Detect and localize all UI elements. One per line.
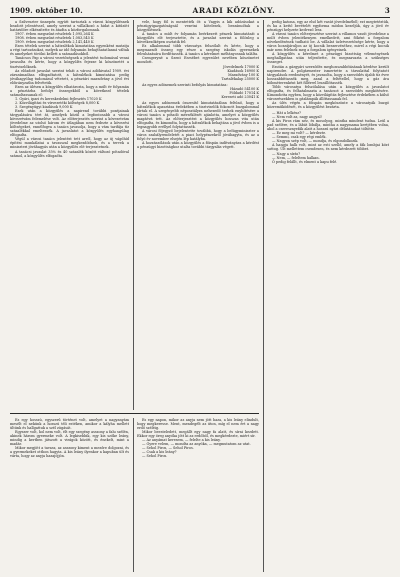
paragraph: Több városatya felszólalása után a közgyűlés a javaslatot elfogadta, és felhatalmazta a tanácsot a szerződés megkötésére. Kimondotta egyben, hogy a közvilágítás fejlesztése érdekében a külső városrészekben is gázlámpák állíttassanak fel. bbox=[267, 84, 389, 101]
section-rule bbox=[10, 413, 259, 414]
paragraph: A közgyűlés a kérelmet a pénzügyi bizottság véleményének meghallgatása után teljesítette, és megszavazta a szükséges összeget. bbox=[267, 52, 389, 65]
paragraph: A városi főjegyző bejelentette továbbá, hogy a belügyminiszter a város szabályrendeletét a piaci helypénzekről jóváhagyta, és az a folyó év november elsején lép hatályba. bbox=[137, 129, 259, 142]
dialogue-line: — Nagyon szép volt, — mondja, és elgondolkozik. bbox=[272, 139, 359, 144]
table-row: 1908. évben megszűnt részletek 1,083,545 K bbox=[15, 36, 94, 41]
paragraph: Csengeryné a Szent Erzsébet egyesület nevében köszönetet mondott. bbox=[137, 56, 259, 65]
table-row: Jövedelmek 17000 K bbox=[223, 64, 259, 69]
paragraph: És egy napon, mikor az anyja nem jött haza, a kis leány elindult, hogy megkeresse. Ment, mendegélt az úton, míg el nem ért a nagy erdő széléig. bbox=[137, 418, 259, 431]
paragraph: Egyszer volt, hol nem volt, élt egy szegény asszony a falu szélén, akinek három gyermeke volt. A legkisebbik, egy kis szőke leány, mindig a kertben játszott a virágok között, és énekelt, mint a madár. bbox=[10, 430, 129, 447]
table-row: Kiadások 16900 K bbox=[227, 68, 259, 73]
paragraph: Ezek után a közgyűlés a napirend további pontjainak tárgyalására tért át, amelyek közül a legfontosabb a városi kövezetvám felemelése volt. Az előterjesztés szerint a kövezetvám jövedelme az utolsó három év átlagában nem fedezte a kövezési költségeket, ennélfogva a tanács javasolja, hogy a vám tarifája tíz százalékkal emeltessék. A javaslatot a közgyűlés egyhangúlag elfogadta. bbox=[10, 109, 129, 138]
paragraph: Ez egy hosszú, egyszerű történet volt, amelyet a nagyanyám mesélt el nekünk a hosszú téli estéken, amikor a kályha mellett ültünk és hallgattuk a szél zúgását. bbox=[10, 418, 129, 431]
article-column-3 bbox=[267, 20, 389, 572]
paragraph: Ezen az ülésen a közgyűlés elhatározta, hogy a múlt év folyamán a pénztárba befolyt összegekből a következő tételek számoltassanak el: bbox=[10, 84, 129, 97]
list-item: 1. Gyári, ipari és kereskedelmi fejlesztés 17020 K bbox=[15, 96, 102, 101]
dialogue-line: — Sehol Piros, — Sehol Piros. bbox=[142, 446, 194, 451]
dialogue-line: — Nem, — feleltem halkan. bbox=[272, 155, 320, 160]
dialogue-line: — Gyere velem, — mondta az anyóka, — megmutatom az utat. bbox=[142, 442, 251, 447]
paragraph: Tanácsos Pap a városi vezetőségnek a jelentést tudomásul venni javasolta és kérte, hogy a közgyűlés fejezze ki köszönetét a tisztviselőknek. bbox=[10, 56, 129, 69]
paragraph: pedig katona, egy az első két vasút jövedelméből; ezt megtetéztük, és ha a kettő bevételét egyforma módon kezeljük, úgy a jövő év pénzügyi helyzete kedvező lesz. bbox=[267, 20, 389, 33]
table-row: Földadó 17014 K bbox=[229, 90, 259, 95]
paragraph: A városi tanács előterjesztése szerint a villamos vasút jövedelme a múlt évben jelentékenyen emelkedett, ami főként a forgalom növekedésének tudható be. A vállalat üzletvezetősége kérte, hogy a város hozzájáruljon az új kocsik beszerzéséhez, mivel a régi kocsik már nem felelnek meg a forgalom igényeinek. bbox=[267, 32, 389, 53]
feuilleton-column-2 bbox=[137, 418, 259, 572]
paragraph: A tanács a múlt év folyamán beérkezett pénzek kimutatását a közgyűlés elé terjesztette, és a javaslat szerint a fölösleg a következőképen osztatik fel: bbox=[137, 32, 259, 45]
paragraph: Az ülés végén a főispán megköszönte a városatyák buzgó közreműködését, és a közgyűlést bezárta. bbox=[267, 100, 389, 109]
table-row: 1907. évben megszűnt részletek 1,095,264 K bbox=[15, 32, 94, 37]
paragraph: Ezen tételek szerint a hátralékok kimutatása egyenként mutatja a régi tartozásokat, melyek az idő folyamán behajthatatlanná váltak és amelyeket törölni kellett a számadásokból. bbox=[10, 44, 129, 57]
newspaper-title: ARADI KÖZLÖNY. bbox=[192, 5, 276, 15]
column-divider bbox=[133, 20, 134, 410]
column-divider bbox=[133, 418, 134, 572]
article-column-1 bbox=[10, 20, 129, 410]
paragraph: A hangja halk volt, mint az esti szellő, amely a fák lombjai közt suttog. Ült mellettem csendesen, és nem kérdezett többet. bbox=[267, 143, 389, 152]
paragraph: vele, hogy föl is mentették őt: a Vagyis a kik adózásokat a pénzügyigazgatóságnál vezetni kötelesek, beszámoltak a közgyűlésnek. bbox=[137, 20, 259, 33]
table-row: Tartalékalap 25000 K bbox=[221, 76, 259, 81]
paragraph: a Szilveszter ünnepén együtt tartoztak a városi közgyűlésnek beadott jelentéssel, amely szerint a vállalkozó a hidat a kitűzött határidőre elkészítette és átadta a közforgalomnak. bbox=[10, 20, 129, 33]
dialogue-line: — Csak a kis leány? bbox=[142, 450, 177, 455]
column-divider bbox=[263, 20, 264, 572]
paragraph: Az egyes adónemek összesítő kimutatásában feltűnő, hogy a hátralékok apasztása érdekében a tisztviselők fokozott buzgalommal jártak el. A szegényebb néposztályra nehezedő terhek enyhítésére a városi tanács a pótadó mérséklését ajánlotta, amelyet a közgyűlés magáévá tett. Az előterjesztést a közgyűlés hosszas vita után elfogadta, és kimondta, hogy a hátralékok behajtása a jövő évben is a legnagyobb eréllyel folytattassék. bbox=[137, 100, 259, 130]
page-number: 3 bbox=[384, 5, 390, 15]
paragraph: Mikor beesteledett, megállt egy nagy fa alatt, és sírni kezdett. Ekkor egy öreg anyóka jött ki az erdőből, és megkérdezte, miért sír. bbox=[137, 430, 259, 439]
table-row: Házadó 54100 K bbox=[230, 86, 259, 91]
dialogue-line: — Semmi, csak egy régi emlék. bbox=[272, 135, 327, 140]
list-item: 3. Szegényügyi kiadások 9,000 K bbox=[15, 104, 73, 109]
dialogue-line: — Nagy a sírás? bbox=[272, 151, 301, 156]
table-row: Kereseti adó 23041 K bbox=[221, 94, 259, 99]
issue-date: 1909. október 10. bbox=[10, 5, 83, 15]
paragraph: Ez alkalommal több városatya felszólalt és kérte, hogy a megmaradt összeg egy része a szegény iskolás gyermekek felruházására fordíttassék. A tanács a kérelmet méltányosnak találta. bbox=[137, 44, 259, 57]
paragraph: Végül a városi tanács jelentést tett arról, hogy az új vágóhíd építési munkálatai a tavasszal megkezdődnek, és a tervek a miniszteri jóváhagyás után a közgyűlés elé terjesztetnek. bbox=[10, 137, 129, 150]
table-row: Maradvány 100 K bbox=[228, 72, 259, 77]
paragraph: Ő pedig felállt, és elment a kapu felé. bbox=[272, 159, 338, 164]
list-item: 2. Közvilágítási és vízvezetéki költségek 8,000 K bbox=[15, 100, 100, 105]
paragraph: Az előadott javaslat szerint tehát a városi adóhivatal 1909. évi zárszámadása elfogadtatott, a hátralékok kimutatása pedig jóváhagyólag tudomásul vétetett, a pénztári maradvány a jövő évi előirányzatba felvétetik. bbox=[10, 68, 129, 85]
table-row: 1909. évben megszűnt részletek 2,141,440 K bbox=[15, 40, 94, 45]
dialogue-line: — Nem volt az, nagy angyal! bbox=[272, 115, 322, 120]
paragraph: A kis Piros rám néz, és mosolyog, mintha mindent tudna. Leül a pad szélére, és a lábát lóbálja, mintha a nagymama kertjében volna, ahol a cseresznyefák alatt a hosszú nyári délutánokat töltötte. bbox=[267, 119, 389, 132]
dialogue-line: — Hát a lelkész? bbox=[272, 111, 301, 116]
paragraph: Az egyes adónemek szerinti befolyás kimutatása: bbox=[142, 82, 228, 87]
feuilleton-column-1 bbox=[10, 418, 129, 572]
header-rule bbox=[10, 17, 390, 18]
article-column-2 bbox=[137, 20, 259, 410]
paragraph: A tanácsi javaslat 35% és 40 százalék között változó pótadóval számol, a közgyűlés elfogadta. bbox=[10, 149, 129, 158]
dialogue-line: — Ez meg mi volt? — kérdezte. bbox=[272, 131, 327, 136]
paragraph: Ezután a gázgyári szerződés meghosszabbításának kérdése került napirendre. A polgármester ismertette a társulattal folytatott tárgyalások eredményét, és javasolta, hogy a szerződés újabb tíz évre hosszabbíttassék meg, azzal a feltétellel, hogy a gáz ára köbméterenként két fillérrel leszállíttassék. bbox=[267, 64, 389, 85]
paragraph: A hozzászólások után a közgyűlés a főispán indítványára a kérdést a pénzügyi bizottsághoz utalta további tárgyalás végett. bbox=[137, 141, 259, 150]
dialogue-line: — Az anyámat keresem, — felelte a kis leány. bbox=[142, 438, 221, 443]
page-header bbox=[10, 4, 390, 16]
dialogue-line: — Sehol Piros. bbox=[142, 454, 168, 459]
paragraph: Mikor megjött a tavasz, az asszony kiment a mezőre dolgozni, és a gyermekeket otthon hagyta. A kis leány ilyenkor a kapuban ült és várta, hogy az anyja hazajöjjön. bbox=[10, 446, 129, 459]
